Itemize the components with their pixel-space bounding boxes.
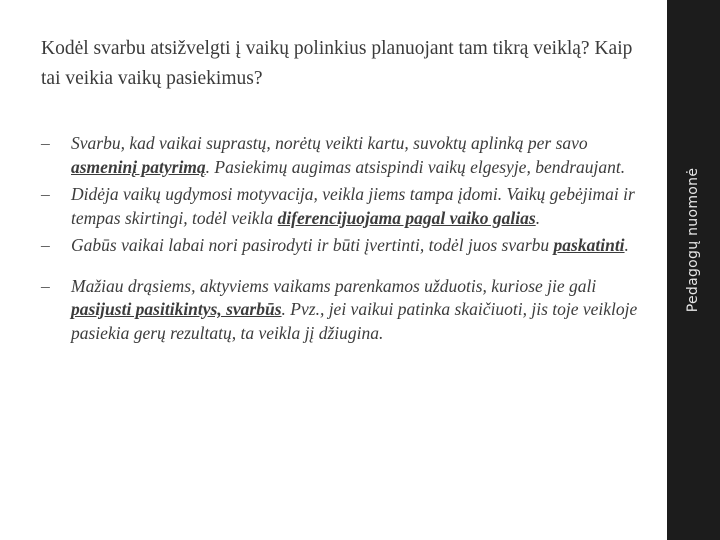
bullet-text: Gabūs vaikai labai nori pasirodyti ir būti įvertinti, todėl juos svarbu (71, 235, 554, 255)
bullet-list (41, 132, 641, 349)
bullet-item (41, 275, 641, 346)
bullet-emphasis: pasijusti pasitikintys, svarbūs (71, 299, 282, 319)
bullet-text-end: . Pvz., jei vaikui patinka skaičiuoti, jis toje veikloje pasiekia gerų rezultatų, ta veikla jį džiugina. (71, 299, 638, 343)
sidebar (667, 0, 720, 540)
bullet-emphasis: asmeninį patyrimą (71, 156, 206, 177)
bullet-text: Didėja vaikų ugdymosi motyvacija, veikla jiems tampa įdomi. Vaikų gebėjimai ir tempas skirtingi, todėl veikla (71, 184, 635, 228)
bullet-text-end: . (535, 207, 541, 228)
bullet-emphasis: paskatinti (553, 235, 625, 255)
slide-title: Kodėl svarbu atsižvelgti į vaikų polinkius planuojant tam tikrą veiklą? Kaip tai veikia vaikų pasiekimus? (41, 38, 633, 89)
bullet-dash: – (41, 235, 50, 255)
bullet-item (41, 183, 641, 230)
sidebar-label: Pedagogų nuomonė (685, 167, 701, 313)
bullet-emphasis: diferencijuojama pagal vaiko galias (277, 207, 536, 228)
bullet-text: Svarbu, kad vaikai suprastų, norėtų veikti kartu, suvoktų aplinką per savo (71, 133, 588, 153)
bullet-text-end: . Pasiekimų augimas atsispindi vaikų elgesyje, bendraujant. (205, 156, 626, 177)
bullet-item (41, 234, 641, 258)
bullet-dash: – (41, 133, 50, 153)
bullet-text-end: . (624, 235, 629, 255)
bullet-dash: – (41, 184, 50, 204)
bullet-dash: – (41, 275, 50, 296)
bullet-item (41, 132, 641, 179)
bullet-text: Mažiau drąsiems, aktyviems vaikams parenkamos užduotis, kuriose jie gali (71, 275, 597, 296)
